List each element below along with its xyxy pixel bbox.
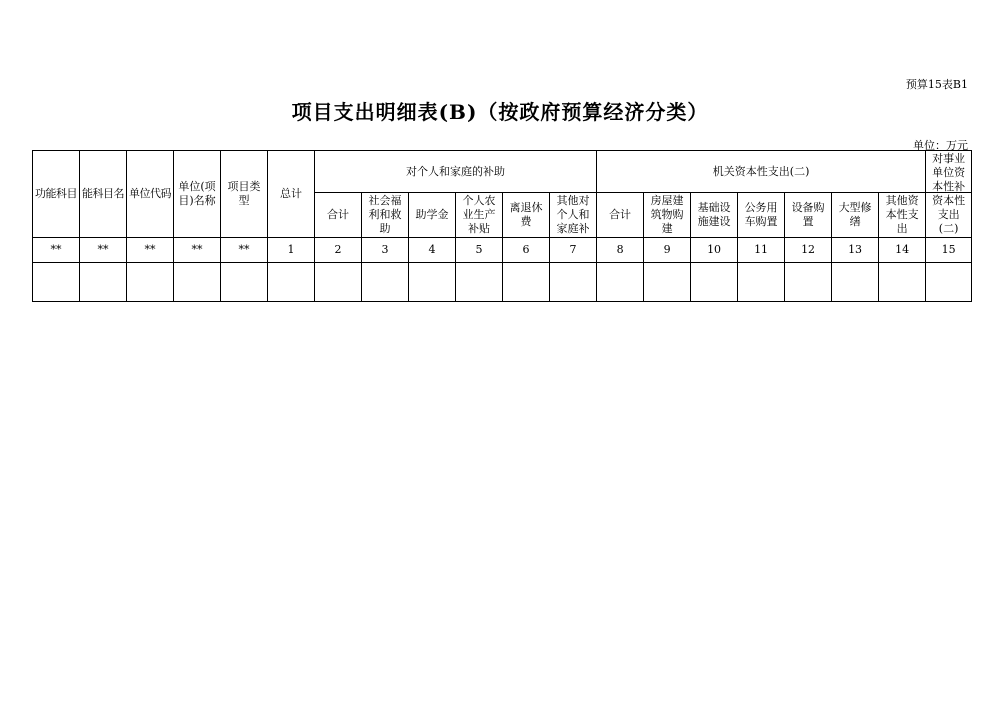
header-cell-enterprise-capital-expense: 资本性 支出 (二) bbox=[926, 193, 972, 238]
column-number: ** bbox=[127, 238, 174, 263]
column-number: 9 bbox=[644, 238, 691, 263]
data-cell bbox=[785, 263, 832, 302]
header-group-enterprise-capital: 对事业 单位资 本性补 bbox=[926, 151, 972, 193]
data-cell bbox=[597, 263, 644, 302]
header-cell-unit-code: 单位代码 bbox=[127, 151, 174, 238]
data-row-empty bbox=[33, 263, 972, 302]
column-number: 14 bbox=[879, 238, 926, 263]
column-number: 1 bbox=[268, 238, 315, 263]
data-cell bbox=[832, 263, 879, 302]
header-cell-equipment: 设备购 置 bbox=[785, 193, 832, 238]
document-title: 项目支出明细表(B)（按政府预算经济分类） bbox=[291, 100, 709, 124]
budget-table bbox=[32, 150, 972, 302]
column-number: ** bbox=[33, 238, 80, 263]
header-cell-social-welfare: 社会福 利和救 助 bbox=[362, 193, 409, 238]
column-number: 12 bbox=[785, 238, 832, 263]
header-cell-capital-subtotal: 合计 bbox=[597, 193, 644, 238]
column-number: 15 bbox=[926, 238, 972, 263]
header-cell-function-name: 能科目名 bbox=[80, 151, 127, 238]
data-cell bbox=[80, 263, 127, 302]
data-cell bbox=[644, 263, 691, 302]
column-number: ** bbox=[174, 238, 221, 263]
header-cell-personal-subtotal: 合计 bbox=[315, 193, 362, 238]
data-cell bbox=[174, 263, 221, 302]
data-cell bbox=[926, 263, 972, 302]
header-group-capital-expenditure: 机关资本性支出(二) bbox=[597, 151, 926, 193]
table-number: 预算15表B1 bbox=[905, 78, 968, 91]
data-cell bbox=[127, 263, 174, 302]
column-number: 13 bbox=[832, 238, 879, 263]
header-cell-major-repair: 大型修 缮 bbox=[832, 193, 879, 238]
header-cell-farm-subsidy: 个人农 业生产 补贴 bbox=[456, 193, 503, 238]
header-cell-other-capital: 其他资 本性支 出 bbox=[879, 193, 926, 238]
header-cell-scholarship: 助学金 bbox=[409, 193, 456, 238]
column-number: ** bbox=[221, 238, 268, 263]
data-cell bbox=[879, 263, 926, 302]
data-cell bbox=[456, 263, 503, 302]
header-cell-infrastructure: 基础设 施建设 bbox=[691, 193, 738, 238]
header-cell-total: 总计 bbox=[268, 151, 315, 238]
header-row-1 bbox=[33, 151, 972, 193]
data-cell bbox=[315, 263, 362, 302]
column-number: 11 bbox=[738, 238, 785, 263]
header-cell-building: 房屋建 筑物购 建 bbox=[644, 193, 691, 238]
header-cell-function-code: 功能科目 bbox=[33, 151, 80, 238]
column-number: 10 bbox=[691, 238, 738, 263]
column-number: 5 bbox=[456, 238, 503, 263]
column-number: 8 bbox=[597, 238, 644, 263]
header-group-personal-subsidy: 对个人和家庭的补助 bbox=[315, 151, 597, 193]
data-cell bbox=[691, 263, 738, 302]
column-number: 6 bbox=[503, 238, 550, 263]
header-cell-retirement: 离退休 费 bbox=[503, 193, 550, 238]
data-cell bbox=[503, 263, 550, 302]
header-cell-other-personal: 其他对 个人和 家庭补 bbox=[550, 193, 597, 238]
data-cell bbox=[409, 263, 456, 302]
data-cell bbox=[738, 263, 785, 302]
unit-label: 单位：万元 bbox=[913, 139, 968, 152]
column-number: 2 bbox=[315, 238, 362, 263]
data-cell bbox=[362, 263, 409, 302]
column-number: 7 bbox=[550, 238, 597, 263]
header-cell-project-type: 项目类 型 bbox=[221, 151, 268, 238]
column-number: 4 bbox=[409, 238, 456, 263]
column-number-row bbox=[33, 238, 972, 263]
data-cell bbox=[550, 263, 597, 302]
column-number: ** bbox=[80, 238, 127, 263]
column-number: 3 bbox=[362, 238, 409, 263]
data-cell bbox=[33, 263, 80, 302]
header-cell-vehicle: 公务用 车购置 bbox=[738, 193, 785, 238]
data-cell bbox=[268, 263, 315, 302]
header-cell-unit-name: 单位(项 目)名称 bbox=[174, 151, 221, 238]
data-cell bbox=[221, 263, 268, 302]
